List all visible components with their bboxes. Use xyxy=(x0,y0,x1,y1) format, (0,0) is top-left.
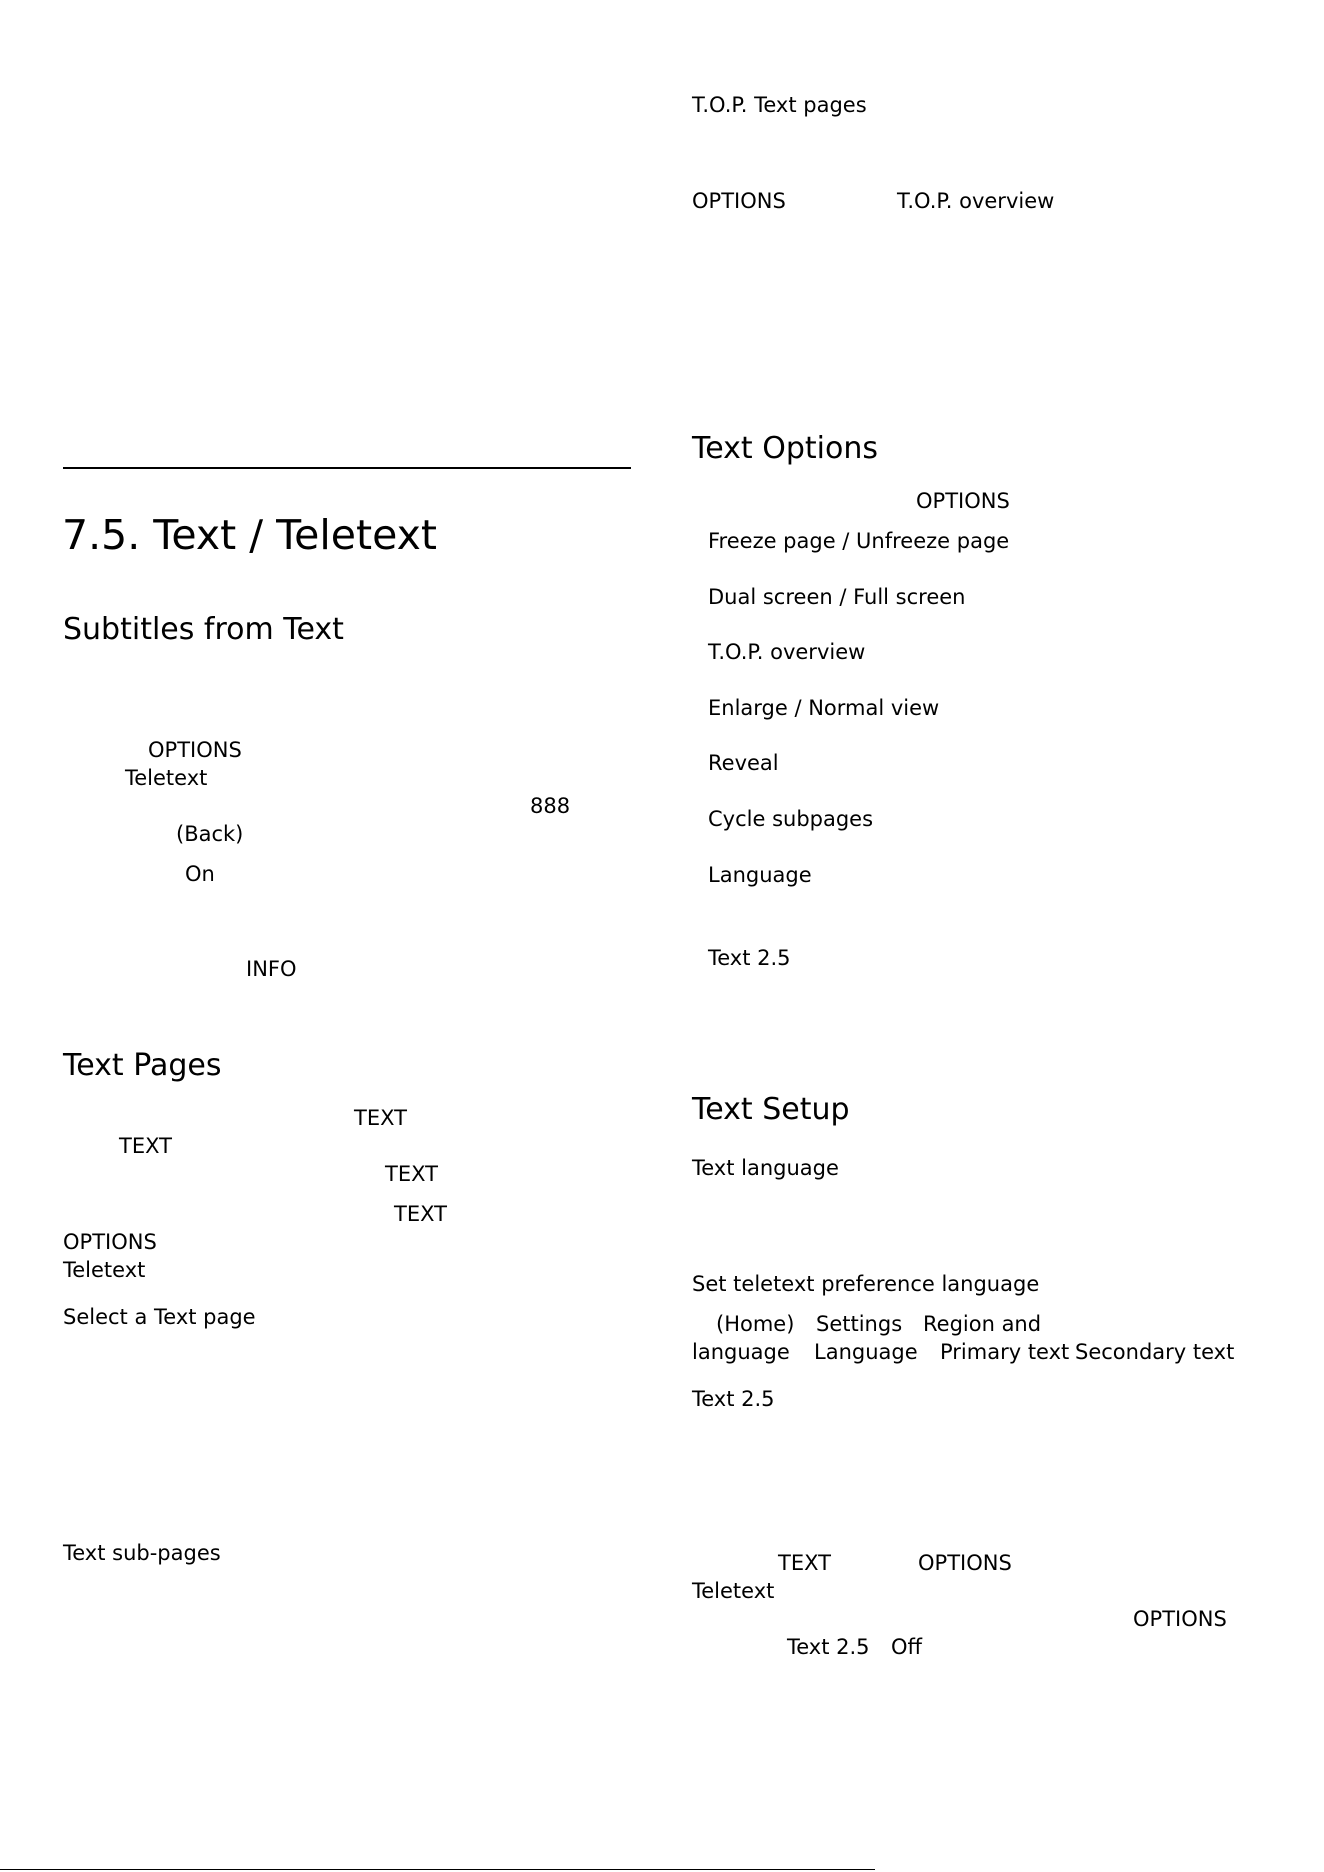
top-overview-label: T.O.P. overview xyxy=(897,189,1055,213)
top-pages-subheading: T.O.P. Text pages xyxy=(692,93,867,117)
section-title: 7.5. Text / Teletext xyxy=(62,511,437,559)
text25-option: Text 2.5 xyxy=(787,1635,870,1659)
option-item: Language xyxy=(708,863,812,887)
back-key: (Back) xyxy=(176,822,244,846)
section-divider xyxy=(63,467,631,469)
text-key: TEXT xyxy=(354,1106,407,1130)
text-key: TEXT xyxy=(119,1134,172,1158)
menu-path-item: Primary text xyxy=(940,1340,1070,1364)
teletext-label: Teletext xyxy=(125,766,208,790)
option-item: Dual screen / Full screen xyxy=(708,585,966,609)
menu-path-item: language xyxy=(692,1340,790,1364)
option-item: Enlarge / Normal view xyxy=(708,696,940,720)
info-key: INFO xyxy=(246,957,297,981)
option-item: T.O.P. overview xyxy=(708,640,866,664)
option-item: Reveal xyxy=(708,751,779,775)
options-heading: Text Options xyxy=(692,431,878,466)
select-page-subheading: Select a Text page xyxy=(63,1305,256,1329)
teletext-label: Teletext xyxy=(692,1579,775,1603)
text-key: TEXT xyxy=(778,1551,831,1575)
option-item: Freeze page / Unfreeze page xyxy=(708,529,1010,553)
options-key: OPTIONS xyxy=(692,189,786,213)
option-item: Cycle subpages xyxy=(708,807,874,831)
setup-heading: Text Setup xyxy=(692,1092,850,1127)
set-preference-subheading: Set teletext preference language xyxy=(692,1272,1040,1296)
home-key: (Home) xyxy=(716,1312,795,1336)
options-key: OPTIONS xyxy=(916,489,1010,513)
text25-subheading: Text 2.5 xyxy=(692,1387,775,1411)
option-item: Text 2.5 xyxy=(708,946,791,970)
page-number: 888 xyxy=(530,794,571,818)
options-key: OPTIONS xyxy=(63,1230,157,1254)
teletext-label: Teletext xyxy=(63,1258,146,1282)
subtitles-heading: Subtitles from Text xyxy=(63,612,344,647)
on-option: On xyxy=(185,862,215,886)
options-key: OPTIONS xyxy=(148,738,242,762)
options-key: OPTIONS xyxy=(1133,1607,1227,1631)
menu-path-item: Region and xyxy=(923,1312,1042,1336)
menu-path-item: Settings xyxy=(816,1312,903,1336)
menu-path-item: Secondary text xyxy=(1075,1340,1235,1364)
options-key: OPTIONS xyxy=(918,1551,1012,1575)
menu-path-item: Language xyxy=(814,1340,918,1364)
off-option: Off xyxy=(891,1635,922,1659)
text-language-subheading: Text language xyxy=(692,1156,839,1180)
pages-heading: Text Pages xyxy=(63,1048,222,1083)
footer-divider xyxy=(0,1869,875,1870)
sub-pages-subheading: Text sub-pages xyxy=(63,1541,221,1565)
text-key: TEXT xyxy=(394,1202,447,1226)
text-key: TEXT xyxy=(385,1162,438,1186)
